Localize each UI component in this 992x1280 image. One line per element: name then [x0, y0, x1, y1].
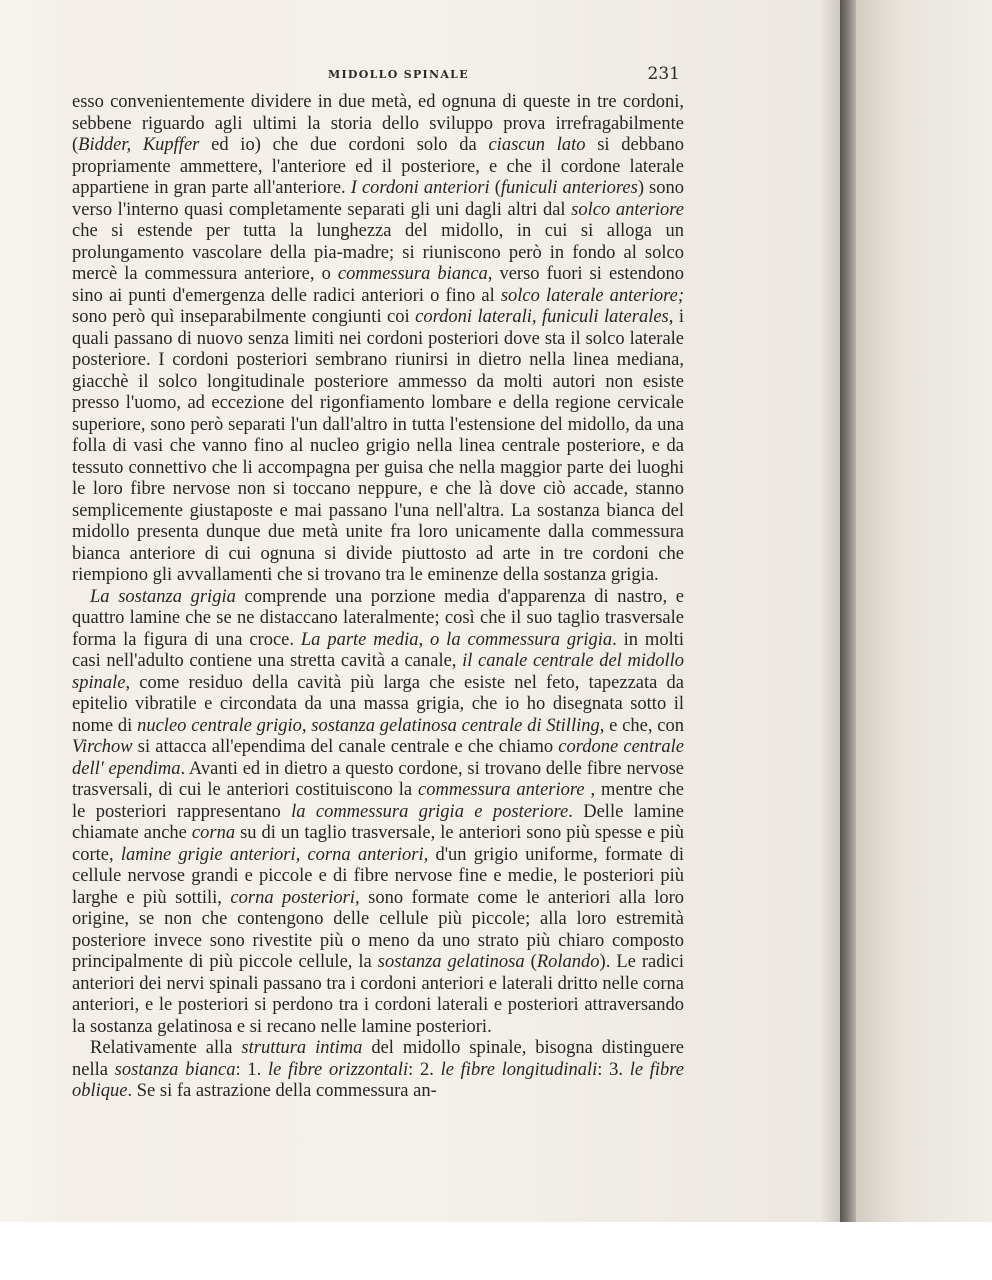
text-run: ed io) che due cordoni solo da: [199, 135, 489, 155]
italic-run: il canale centrale del midollo spinale: [72, 651, 685, 693]
paragraph-cordoni: [72, 92, 684, 587]
text-run: , e che, con: [599, 715, 684, 736]
text-run: , come residuo della cavità più larga che esiste nel feto, tapezzata da epitelio vibratile e circondata da una massa grigia, che io ho disegnata sotto il nome di: [72, 672, 684, 736]
italic-run: funiculi anteriores: [500, 178, 638, 198]
running-head: MIDOLLO SPINALE: [328, 68, 469, 81]
italic-run: solco laterale anteriore;: [500, 285, 684, 306]
italic-run: struttura intima: [241, 1038, 363, 1058]
italic-run: La sostanza grigia: [90, 586, 236, 607]
text-run: . Delle lamine chiamate anche: [72, 801, 685, 843]
italic-run: cordoni laterali, funiculi laterales,: [415, 307, 674, 327]
text-run: che si estende per tutta la lunghezza del midollo, in cui si alloga un prolungamento vascolare della pia-madre; si riuniscono però in fondo al solco mercè la commessura anteriore, o: [72, 221, 684, 284]
text-run: , verso fuori si estendono sino ai punti d'emergenza delle radici anteriori o fino al: [72, 264, 685, 306]
text-run: (: [524, 952, 537, 972]
text-run: su di un taglio trasversale, le anteriori sono più spesse e più corte,: [72, 823, 684, 865]
page-number: 231: [647, 64, 680, 84]
text-run: (: [489, 178, 501, 198]
text-run: . Avanti ed in dietro a questo cordone, si trovano delle fibre nervose trasversali, di cui le anteriori costituiscono la: [72, 758, 684, 800]
scan-bottom-margin: [0, 1222, 992, 1280]
italic-run: commessura bianca: [337, 264, 488, 284]
body-text: [72, 92, 684, 1103]
text-run: : 3.: [597, 1059, 630, 1080]
italic-run: solco anteriore: [571, 199, 684, 220]
text-run: . in molti casi nell'adulto contiene una stretta cavità a canale,: [72, 629, 684, 671]
page-header: [60, 64, 680, 88]
italic-run: le fibre orizzontali: [267, 1059, 409, 1080]
italic-run: la commessura grigia e posteriore: [291, 801, 569, 822]
italic-run: ciascun lato: [488, 135, 586, 155]
italic-run: nucleo centrale grigio, sostanza gelatinosa centrale di Stilling: [137, 715, 600, 736]
text-run: ). Le radici anteriori dei nervi spinali passano tra i cordoni anteriori e laterali dritto nelle corna anteriori, e le posteriori si perdono tra i cordoni laterali e posteriori attraversando la sostanza gelatinosa e si recano nelle lamine posteriori.: [72, 952, 684, 1037]
italic-run: commessura anteriore: [418, 780, 585, 800]
italic-run: Bidder, Kupffer: [78, 135, 200, 155]
italic-run: corna posteriori,: [230, 887, 360, 908]
text-run: : 1.: [235, 1059, 268, 1080]
italic-run: sostanza bianca: [114, 1059, 236, 1080]
text-run: sono però quì inseparabilmente congiunti coi: [72, 307, 416, 327]
paragraph-struttura-intima: [72, 1038, 684, 1103]
text-run: sono formate come le anteriori alla loro origine, se non che contengono delle cellule più piccole; alla loro estremità posteriore invece sono rivestite più o meno da uno strato più chiaro composto principalmente di più piccole cellule, la: [72, 887, 685, 972]
italic-run: corna: [191, 823, 236, 843]
text-run: d'un grigio uniforme, formate di cellule nervose grandi e piccole e di fibre nervose fine e medie, le posteriori più larghe e più sottili,: [72, 844, 684, 908]
text-run: comprende una porzione media d'apparenza di nastro, e quattro lamine che se ne distaccano lateralmente; così che il suo taglio trasversale forma la figura di una croce.: [72, 586, 684, 650]
text-run: Relativamente alla: [90, 1038, 242, 1058]
italic-run: le fibre oblique: [72, 1059, 685, 1101]
text-run: . Se si fa astrazione della commessura an-: [127, 1081, 437, 1101]
italic-run: le fibre longitudinali: [440, 1059, 598, 1080]
page-light-falloff: [0, 0, 70, 1222]
italic-run: lamine grigie anteriori, corna anteriori,: [120, 844, 429, 865]
text-run: : 2.: [408, 1059, 441, 1080]
paragraph-sostanza-grigia: [72, 587, 684, 1039]
text-run: esso convenientemente dividere in due metà, ed ognuna di queste in tre cordoni, sebbene riguardo agli ultimi la storia dello sviluppo prova irrefragabilmente (: [72, 92, 684, 155]
italic-run: I cordoni anteriori: [350, 178, 490, 198]
page-curl-shadow: [820, 0, 840, 1222]
text-run: si attacca all'ependima del canale centrale e che chiamo: [132, 737, 559, 757]
italic-run: Virchow: [72, 737, 133, 757]
text-run: si debbano propriamente ammettere, l'anteriore ed il posteriore, e che il cordone laterale appartiene in gran parte all'anteriore.: [72, 135, 684, 198]
text-run: ) sono verso l'interno quasi completamente separati gli uni dagli altri dal: [72, 178, 684, 220]
italic-run: cordone centrale dell' ependima: [72, 737, 684, 779]
facing-page-edge: [855, 0, 992, 1222]
italic-run: Rolando: [536, 952, 600, 972]
text-run: , mentre che le posteriori rappresentano: [72, 780, 685, 822]
italic-run: La parte media, o la commessura grigia: [300, 629, 613, 650]
text-run: del midollo spinale, bisogna distinguere nella: [72, 1038, 684, 1080]
text-run: i quali passano di nuovo senza limiti nei cordoni posteriori dove sta il solco laterale posteriore. I cordoni posteriori sembrano riunirsi in dietro nella linea mediana, giacchè il solco longitudinale posteriore ammesso da molti autori non esiste presso l'uomo, ad eccezione del rigonfiamento lombare e della regione cervicale superiore, sono però separati l'un dall'altro in tutta l'estensione del midollo, da una folla di vasi che vanno fino al nucleo grigio nella linea centrale posteriore, e da tessuto connettivo che li accompagna per guisa che nella maggior parte dei luoghi le loro fibre nervose non si toccano neppure, e che là dove ciò accade, stanno semplicemente giustaposte e mai passano l'una nell'altra. La sostanza bianca del midollo presenta dunque due metà unite fra loro unicamente dalla commessura bianca anteriore di cui ognuna si divide piuttosto ad arte in tre cordoni che riempiono gli avvallamenti che si trovano tra le eminenze della sostanza grigia.: [72, 307, 684, 585]
italic-run: sostanza gelatinosa: [377, 952, 525, 972]
